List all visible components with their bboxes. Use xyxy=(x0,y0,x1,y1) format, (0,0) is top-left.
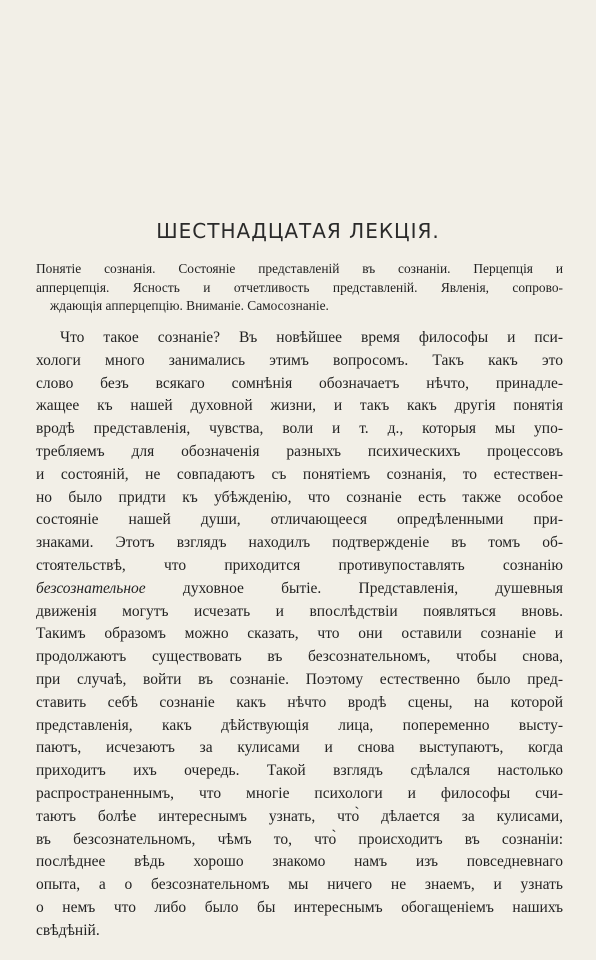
body-line: представленія, какъ дѣйствующія лица, попеременно высту- xyxy=(36,716,563,734)
summary-line: апперцепція. Ясность и отчетливость представленій. Явленія, сопрово- xyxy=(36,279,563,295)
lecture-summary xyxy=(36,260,563,316)
body-line: свѣдѣній. xyxy=(36,921,100,939)
body-line: распространеннымъ, что многіе психологи и философы счи- xyxy=(36,784,563,802)
body-line: но было придти къ убѣжденію, что сознаніе есть также особое xyxy=(36,488,563,506)
lecture-body-text xyxy=(36,327,563,943)
body-line: хологи много занимались этимъ вопросомъ. Такъ какъ это xyxy=(36,351,563,369)
lecture-heading: ШЕСТНАДЦАТАЯ ЛЕКЦІЯ. xyxy=(156,219,440,243)
body-line: таютъ болѣе интереснымъ узнать, что̀ дѣлается за кулисами, xyxy=(36,807,563,825)
summary-line: Понятіе сознанія. Состояніе представленій въ сознаніи. Перцепція и xyxy=(36,261,563,276)
body-line: стоятельствѣ, что приходится противупоставлять сознанію xyxy=(36,556,563,574)
body-line: жащее къ нашей духовной жизни, и такъ какъ другія понятія xyxy=(36,397,563,415)
body-line: ставить себѣ сознаніе какъ нѣчто вродѣ сцены, на которой xyxy=(36,693,563,711)
body-line: приходитъ ихъ очередь. Такой взглядъ сдѣлался настолько xyxy=(36,762,563,780)
body-line: въ безсознательномъ, чѣмъ то, что̀ происходитъ въ сознаніи: xyxy=(36,830,563,848)
body-line: опыта, а о безсознательномъ мы ничего не знаемъ, и узнать xyxy=(36,876,563,894)
body-line: слово безъ всякаго сомнѣнія обозначаетъ нѣчто, принадле- xyxy=(36,374,563,392)
body-line: и состояній, не совпадаютъ съ понятіемъ сознанія, то естествен- xyxy=(36,465,563,483)
body-line: паютъ, исчезаютъ за кулисами и снова выступаютъ, когда xyxy=(36,739,563,757)
body-line: о немъ что либо было бы интереснымъ обогащеніемъ нашихъ xyxy=(36,898,563,916)
body-line: знаками. Этотъ взглядъ находилъ подтвержденіе въ томъ об- xyxy=(36,534,563,552)
body-line: состояніе нашей души, отличающееся опредѣленными при- xyxy=(36,511,563,529)
body-line: вродѣ представленія, чувства, воли и т. д., которыя мы упо- xyxy=(36,420,563,438)
summary-line: ждающія апперцепцію. Вниманіе. Самосознаніе. xyxy=(50,298,329,313)
body-line: безсознательное духовное бытіе. Представленія, душевныя xyxy=(36,579,563,597)
italic-phrase: безсознательное xyxy=(36,579,146,597)
body-line: Такимъ образомъ можно сказать, что они оставили сознаніе и xyxy=(36,625,563,643)
body-line: продолжаютъ существовать въ безсознательномъ, чтобы снова, xyxy=(36,648,563,666)
body-line: при случаѣ, войти въ сознаніе. Поэтому естественно было пред- xyxy=(36,670,563,688)
body-line: послѣднее вѣдь хорошо знакомо намъ изъ повседневнаго xyxy=(36,853,563,871)
body-line: движенія могутъ исчезать и впослѣдствіи появляться вновь. xyxy=(36,602,563,620)
body-line: требляемъ для обозначенія разныхъ психическихъ процессовъ xyxy=(36,442,563,460)
body-line: Что такое сознаніе? Въ новѣйшее время философы и пси- xyxy=(60,329,563,346)
